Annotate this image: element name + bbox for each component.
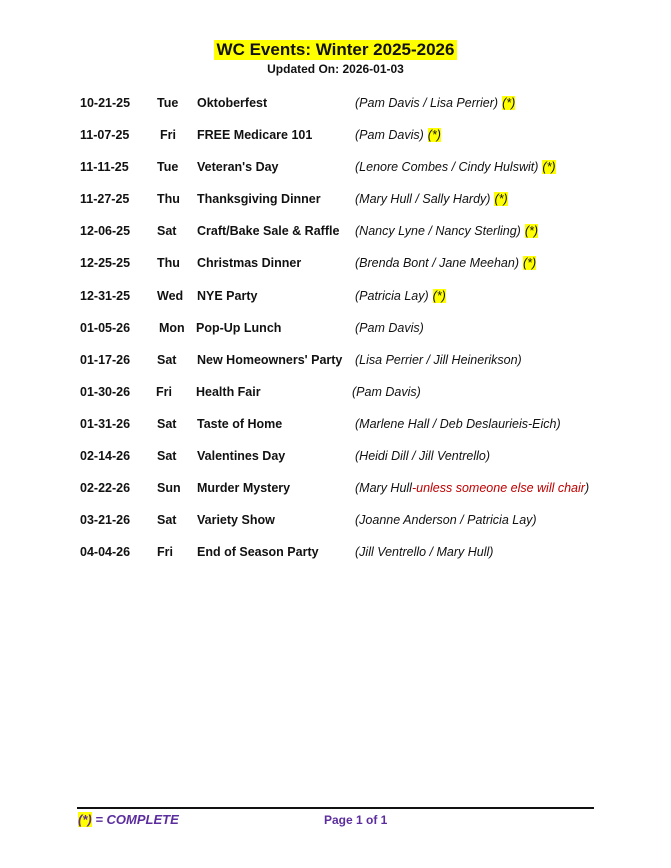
event-row [0,190,671,222]
chairs-names: (Mary Hull [355,481,412,496]
event-chairs [355,190,508,208]
chairs-names: (Brenda Bont / Jane Meehan) [355,256,519,271]
event-row [0,94,671,126]
event-row [0,254,671,286]
event-name: End of Season Party [197,545,319,560]
event-day: Mon [159,320,185,335]
event-row [0,287,671,319]
event-day: Fri [156,384,172,399]
event-day: Sat [157,513,177,528]
chairs-names: (Patricia Lay) [355,288,429,303]
event-row [0,158,671,190]
event-name: Thanksgiving Dinner [197,192,321,207]
event-date: 11-27-25 [80,192,130,207]
legend-text: = COMPLETE [91,812,179,827]
event-date: 11-07-25 [80,128,130,143]
event-chairs: (Joanne Anderson / Patricia Lay) [355,513,537,528]
event-name: FREE Medicare 101 [197,128,313,143]
event-date: 11-11-25 [80,160,129,175]
event-name: Oktoberfest [197,96,268,110]
event-date: 02-14-26 [80,449,131,464]
event-list [0,94,671,575]
chairs-names: (Pam Davis / Lisa Perrier) [355,96,499,110]
event-date: 01-31-26 [80,416,131,431]
event-day: Thu [157,256,180,271]
event-chairs [355,254,536,272]
event-row [0,479,671,511]
event-name: NYE Party [197,288,258,303]
event-chairs [355,158,556,176]
event-chairs: (Pam Davis) [355,320,424,335]
event-day: Wed [157,288,184,303]
event-date: 12-31-25 [80,288,131,303]
event-day: Tue [157,160,179,175]
event-name: Taste of Home [197,416,283,431]
chairs-names: (Lenore Combes / Cindy Hulswit) [355,160,539,175]
event-name: Variety Show [197,513,275,528]
page-number: Page 1 of 1 [324,813,388,827]
complete-marker: (*) [427,128,441,143]
event-name: Craft/Bake Sale & Raffle [197,224,340,239]
event-date: 10-21-25 [80,96,131,110]
legend-mark: (*) [78,812,92,827]
event-chairs [355,479,589,497]
event-date: 03-21-26 [80,513,131,528]
event-name: Veteran's Day [197,160,279,175]
chairs-names: (Mary Hull / Sally Hardy) [355,192,491,207]
page-header [0,40,671,76]
event-name: Christmas Dinner [197,256,302,271]
complete-legend [78,812,179,827]
event-chairs [355,222,538,240]
footer-divider [77,807,594,809]
event-day: Thu [157,192,180,207]
event-day: Sat [157,449,177,464]
event-row [0,126,671,158]
event-date: 04-04-26 [80,545,131,560]
event-chairs: (Marlene Hall / Deb Deslaurieis-Eich) [355,416,561,431]
event-row [0,543,671,575]
event-day: Sat [157,416,177,431]
event-day: Sat [157,224,177,239]
event-chairs: (Pam Davis) [352,384,421,399]
chairs-note: -unless someone else will chair [411,481,585,496]
complete-marker: (*) [523,256,537,271]
event-date: 01-30-26 [80,384,131,399]
event-row [0,415,671,447]
event-chairs [355,94,515,112]
event-day: Sun [157,481,181,496]
event-chairs: (Jill Ventrello / Mary Hull) [355,545,494,560]
event-day: Fri [157,545,173,560]
page-title: WC Events: Winter 2025-2026 [214,40,458,60]
chairs-names: (Nancy Lyne / Nancy Sterling) [355,224,521,239]
complete-marker: (*) [542,160,556,175]
event-name: Murder Mystery [197,481,291,496]
event-row [0,511,671,543]
event-day: Fri [160,128,176,143]
event-chairs [355,126,441,144]
event-name: Valentines Day [197,449,286,464]
event-date: 01-17-26 [80,352,131,367]
event-chairs: (Lisa Perrier / Jill Heinerikson) [355,352,522,367]
event-chairs [355,287,446,305]
chairs-names: (Pam Davis) [355,128,424,143]
event-day: Tue [157,96,179,110]
event-name: New Homeowners' Party [197,352,343,367]
event-name: Pop-Up Lunch [196,320,282,335]
complete-marker: (*) [494,192,508,207]
event-date: 01-05-26 [80,320,131,335]
event-row [0,447,671,479]
complete-marker: (*) [502,96,516,110]
event-date: 12-06-25 [80,224,131,239]
event-date: 12-25-25 [80,256,131,271]
updated-date: Updated On: 2026-01-03 [267,62,404,76]
event-row [0,351,671,383]
event-row [0,319,671,351]
complete-marker: (*) [524,224,539,239]
event-name: Health Fair [196,384,261,399]
event-row [0,222,671,254]
event-row [0,383,671,415]
event-date: 02-22-26 [80,481,131,496]
event-day: Sat [157,352,177,367]
chairs-close: ) [584,481,590,496]
complete-marker: (*) [432,288,446,303]
event-chairs: (Heidi Dill / Jill Ventrello) [355,449,490,464]
